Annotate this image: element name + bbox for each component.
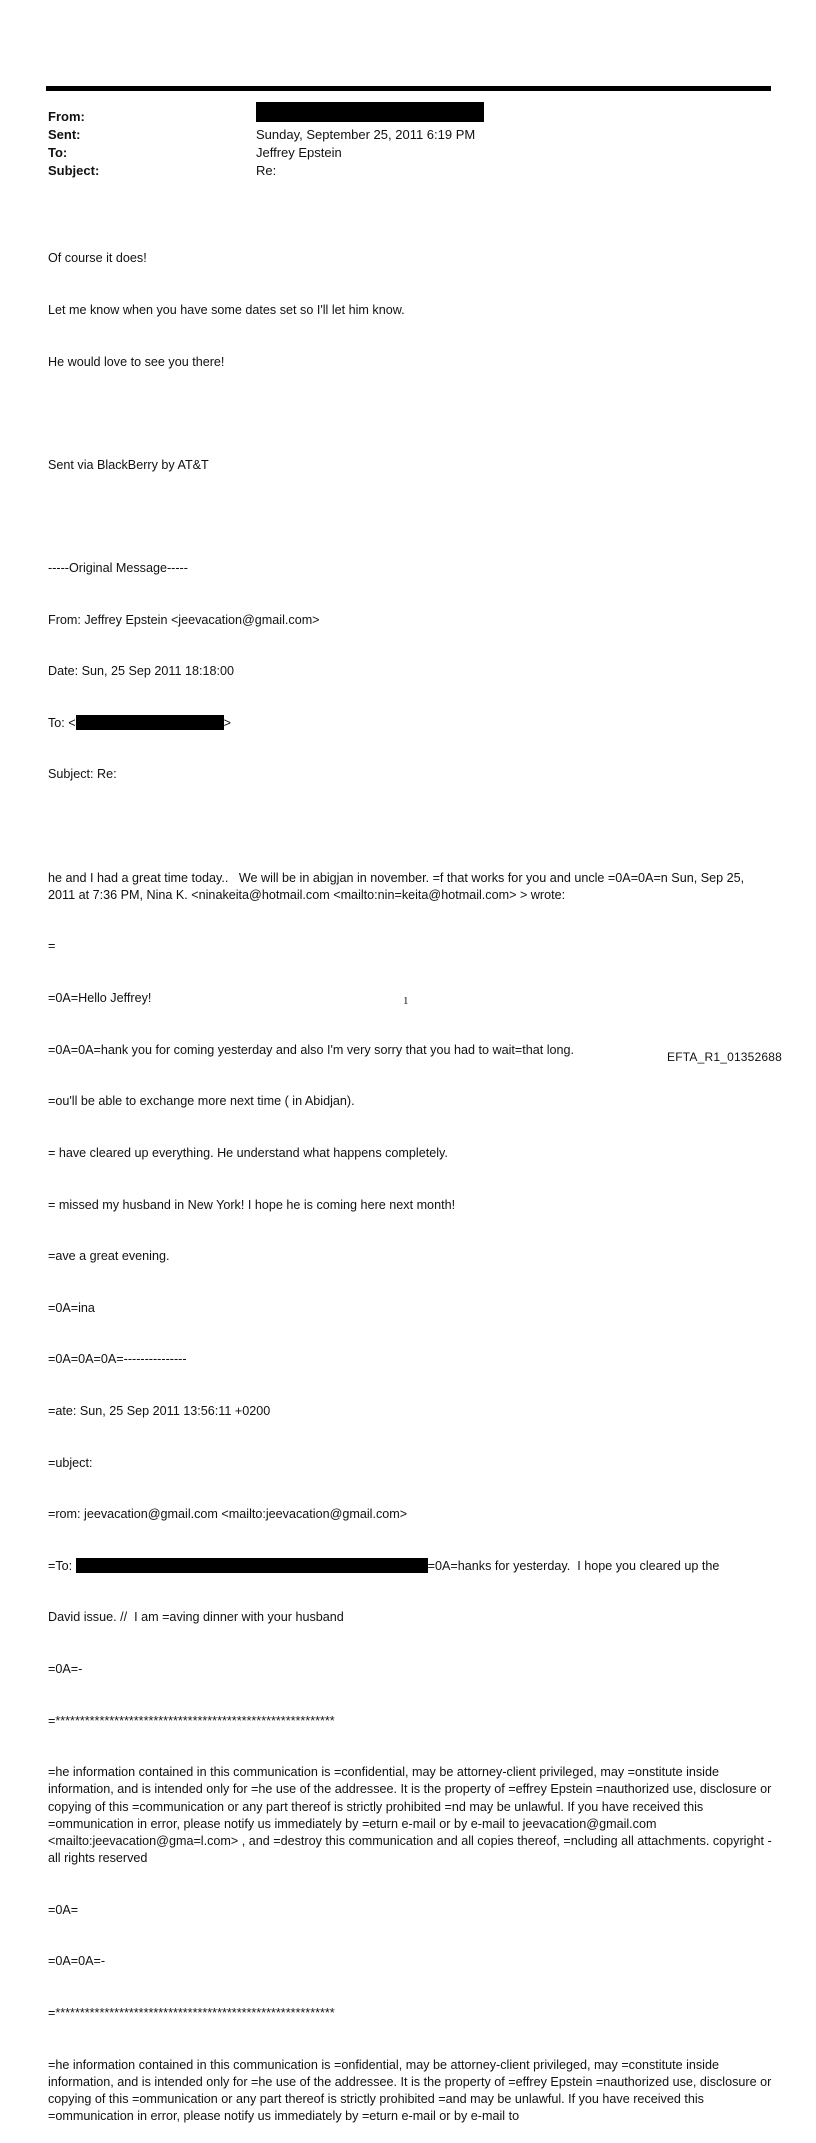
body-line: =ate: Sun, 25 Sep 2011 13:56:11 +0200 <box>48 1403 271 1418</box>
quoted-to <box>48 715 772 732</box>
email-header <box>48 108 484 180</box>
sent-label: Sent: <box>48 127 81 142</box>
to-prefix: =To: <box>48 1558 76 1573</box>
signature-line: Sent via BlackBerry by AT&T <box>48 457 209 472</box>
body-line: =0A=0A=- <box>48 1954 106 1969</box>
from-label: From: <box>48 109 85 124</box>
quoted-subject: Subject: Re: <box>48 767 117 782</box>
body-line: =0A=0A=0A=--------------- <box>48 1352 187 1367</box>
to-suffix: =0A=hanks for yesterday. I hope you cleared up the <box>427 1558 720 1573</box>
from-row <box>48 108 484 126</box>
disclaimer: =he information contained in this communication is =confidential, may be attorney-client privileged, may =onstitute inside information, and is intended only for =he use of the addressee. It is the property of =effrey Epstein =nauthorized use, disclosure or copying of this =communication or any part thereof is strictly prohibited =nd may be unlawful. If you have received this =ommunication in error, please notify us immediately by =eturn e-mail or by e-mail to jeevacation@gmail.com <mailto:jeevacation@gma=l.com> , and =destroy this communication and all copies thereof, =ncluding all attachments. copyright -all rights reserved <box>48 1765 775 1866</box>
asterisk-divider: =********************************************************* <box>48 1713 335 1728</box>
blank-line <box>48 508 772 525</box>
body-line: He would love to see you there! <box>48 354 225 369</box>
page-number: 1 <box>403 995 409 1007</box>
disclaimer: =he information contained in this communication is =onfidential, may be attorney-client privileged, may =constitute inside information, and is intended only for =he use of the addressee. It is the property of =effrey Epstein =nauthorized use, disclosure or copying of this =ommunication or any part thereof is strictly prohibited =and may be unlawful. If you have received this =ommunication in error, please notify us immediately by =eturn e-mail or by e-mail to <box>48 2057 775 2124</box>
original-message-divider: -----Original Message----- <box>48 561 188 576</box>
body-line: Of course it does! <box>48 251 147 266</box>
to-label: To: <box>48 145 68 160</box>
blank-line <box>48 818 772 835</box>
to-value: Jeffrey Epstein <box>256 145 342 160</box>
body-line: Let me know when you have some dates set so I'll let him know. <box>48 303 405 318</box>
quoted-to-prefix: To: < <box>48 715 76 730</box>
body-line: = <box>48 939 56 954</box>
subject-row <box>48 162 484 180</box>
body-line: =ou'll be able to exchange more next time ( in Abidjan). <box>48 1094 355 1109</box>
recipient-redaction <box>76 1558 428 1573</box>
quoted-date: Date: Sun, 25 Sep 2011 18:18:00 <box>48 664 235 679</box>
body-line: =ubject: <box>48 1455 93 1470</box>
body-line <box>48 1558 772 1575</box>
body-line: =0A=ina <box>48 1300 95 1315</box>
body-line: = have cleared up everything. He understand what happens completely. <box>48 1145 448 1160</box>
subject-value: Re: <box>256 163 277 178</box>
quoted-from: From: Jeffrey Epstein <jeevacation@gmail.com> <box>48 612 320 627</box>
to-redaction <box>76 715 224 730</box>
body-line: David issue. // I am =aving dinner with your husband <box>48 1610 344 1625</box>
document-id: EFTA_R1_01352688 <box>667 1050 783 1064</box>
subject-label: Subject: <box>48 163 100 178</box>
body-line: =ave a great evening. <box>48 1249 170 1264</box>
body-line: = missed my husband in New York! I hope he is coming here next month! <box>48 1197 456 1212</box>
to-row <box>48 144 484 162</box>
body-line: =rom: jeevacation@gmail.com <mailto:jeevacation@gmail.com> <box>48 1507 408 1522</box>
sent-row <box>48 126 484 144</box>
from-redaction <box>256 102 484 122</box>
body-line: =0A= <box>48 1902 79 1917</box>
asterisk-divider: =********************************************************* <box>48 2006 335 2021</box>
sent-value: Sunday, September 25, 2011 6:19 PM <box>256 127 476 142</box>
quoted-to-suffix: > <box>223 715 232 730</box>
blank-line <box>48 405 772 422</box>
body-line: =0A=- <box>48 1662 83 1677</box>
header-rule <box>46 86 771 91</box>
email-body <box>48 216 775 2143</box>
body-line: =0A=Hello Jeffrey! <box>48 991 152 1006</box>
body-line: he and I had a great time today.. We will be in abigjan in november. =f that works for you and uncle =0A=0A=n Sun, Sep 25, 2011 at 7:36 PM, Nina K. <ninakeita@hotmail.com <mailto:nin=keita@hotmail.com> > wrote: <box>48 870 748 902</box>
body-line: =0A=0A=hank you for coming yesterday and also I'm very sorry that you had to wait=that long. <box>48 1042 575 1057</box>
